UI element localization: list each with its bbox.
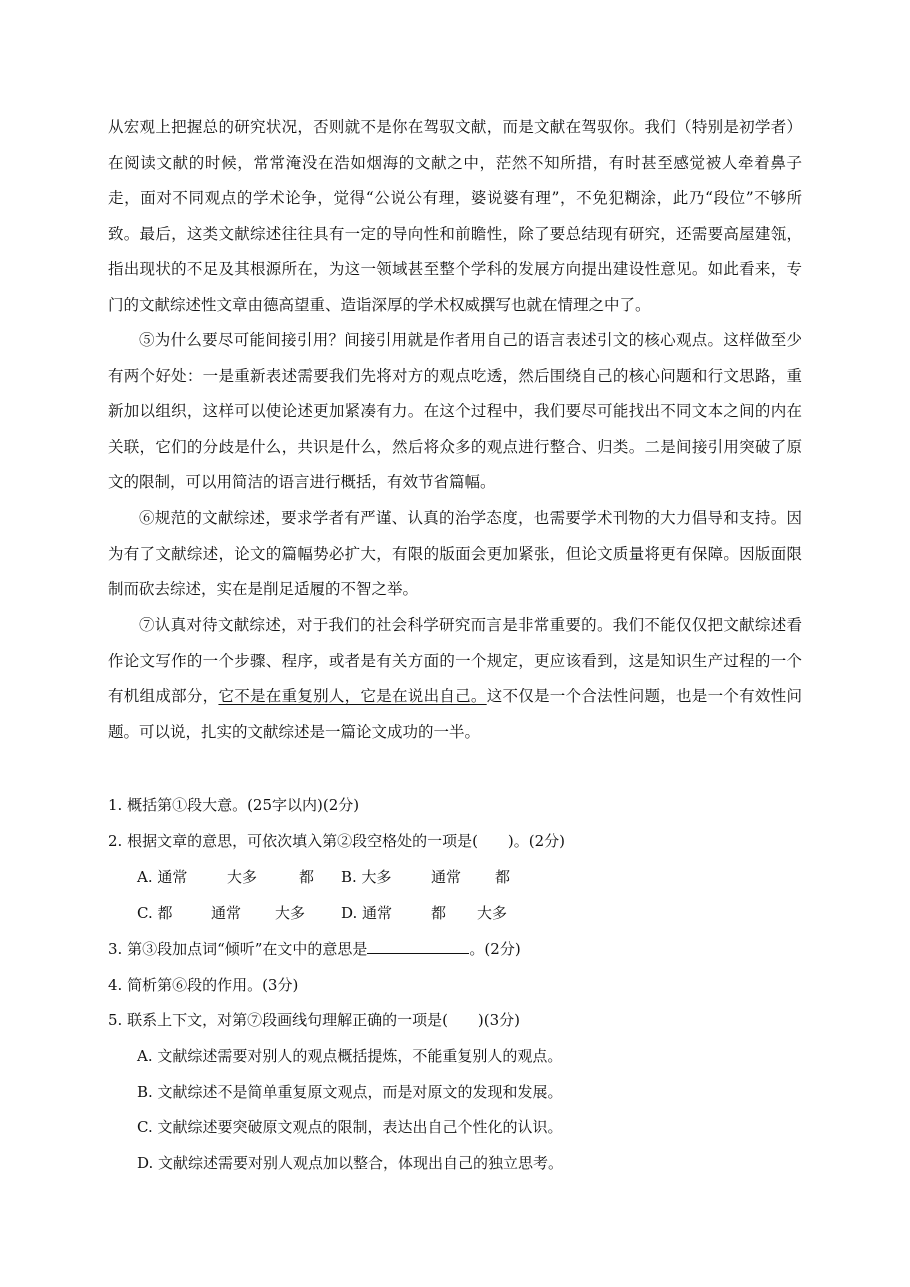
question-1: 1. 概括第①段大意。(25字以内)(2分) <box>108 796 360 814</box>
paragraph-7-text-after: 这不仅是一个合法性问题，也是一个有效性问题。可以说，扎实的文献综述是一篇论文成功的一半。 <box>108 687 802 741</box>
option-a-2: 大多 <box>227 868 258 886</box>
passage-paragraph-6: ⑥规范的文献综述，要求学者有严谨、认真的治学态度，也需要学术刊物的大力倡导和支持。因为有了文献综述，论文的篇幅势必扩大，有限的版面会更加紧张，但论文质量将更有保障。因版面限制而砍去综述，实在是削足适履的不智之举。 <box>108 509 802 598</box>
question-3-points: 。(2分) <box>469 940 521 958</box>
answer-blank[interactable] <box>367 939 469 954</box>
passage-paragraph-5: ⑤为什么要尽可能间接引用？间接引用就是作者用自己的语言表述引文的核心观点。这样做至少有两个好处：一是重新表述需要我们先将对方的观点吃透，然后围绕自己的核心问题和行文思路，重新加以组织，这样可以使论述更加紧凑有力。在这个过程中，我们要尽可能找出不同文本之间的内在关联，它们的分歧是什么，共识是什么，然后将众多的观点进行整合、归类。二是间接引用突破了原文的限制，可以用简洁的语言进行概括，有效节省篇幅。 <box>108 331 802 491</box>
passage-paragraph-1: 从宏观上把握总的研究状况，否则就不是你在驾驭文献，而是文献在驾驭你。我们（特别是初学者）在阅读文献的时候，常常淹没在浩如烟海的文献之中，茫然不知所措，有时甚至感觉被人牵着鼻子走，面对不同观点的学术论争，觉得“公说公有理，婆说婆有理”，不免犯糊涂，此乃“段位”不够所致。最后，这类文献综述往往具有一定的导向性和前瞻性，除了要总结现有研究，还需要高屋建瓴，指出现状的不足及其根源所在，为这一领域甚至整个学科的发展方向提出建设性意见。如此看来，专门的文献综述性文章由德高望重、造诣深厚的学术权威撰写也就在情理之中了。 <box>108 118 802 314</box>
option-d-1: D. 通常 <box>341 904 393 922</box>
question-5-option-d: D. 文献综述需要对别人观点加以整合，体现出自己的独立思考。 <box>137 1154 564 1172</box>
option-c-1: C. 都 <box>137 904 173 922</box>
option-d-3: 大多 <box>477 904 508 922</box>
question-5-option-c: C. 文献综述要突破原文观点的限制，表达出自己个性化的认识。 <box>137 1118 563 1136</box>
option-d-2: 都 <box>431 904 447 922</box>
paragraph-7-underlined-sentence: 它不是在重复别人，它是在说出自己。 <box>218 687 487 705</box>
passage-paragraph-7 <box>108 608 802 750</box>
option-a-3: 都 <box>299 868 315 886</box>
option-c-3: 大多 <box>275 904 306 922</box>
option-c-2: 通常 <box>211 904 242 922</box>
paragraph-7-text-before: ⑦认真对待文献综述，对于我们的社会科学研究而言是非常重要的。我们不能仅仅把文献综述看作论文写作的一个步骤、程序，或者是有关方面的一个规定，更应该看到，这是知识生产过程的一个有机组成部分， <box>108 616 802 705</box>
question-4: 4. 简析第⑥段的作用。(3分) <box>108 976 299 994</box>
question-2-options-row-1 <box>137 867 837 887</box>
option-a-1: A. 通常 <box>137 868 188 886</box>
question-3-text: 3. 第③段加点词“倾听”在文中的意思是 <box>108 940 368 958</box>
question-3 <box>108 939 808 959</box>
option-b-2: 通常 <box>431 868 462 886</box>
question-2: 2. 根据文章的意思，可依次填入第②段空格处的一项是( )。(2分) <box>108 832 566 850</box>
question-5: 5. 联系上下文，对第⑦段画线句理解正确的一项是( )(3分) <box>108 1011 521 1029</box>
question-5-option-b: B. 文献综述不是简单重复原文观点，而是对原文的发现和发展。 <box>137 1083 563 1101</box>
option-b-1: B. 大多 <box>341 868 392 886</box>
option-b-3: 都 <box>495 868 511 886</box>
question-2-options-row-2 <box>137 903 837 923</box>
question-5-option-a: A. 文献综述需要对别人的观点概括提炼，不能重复别人的观点。 <box>137 1047 563 1065</box>
